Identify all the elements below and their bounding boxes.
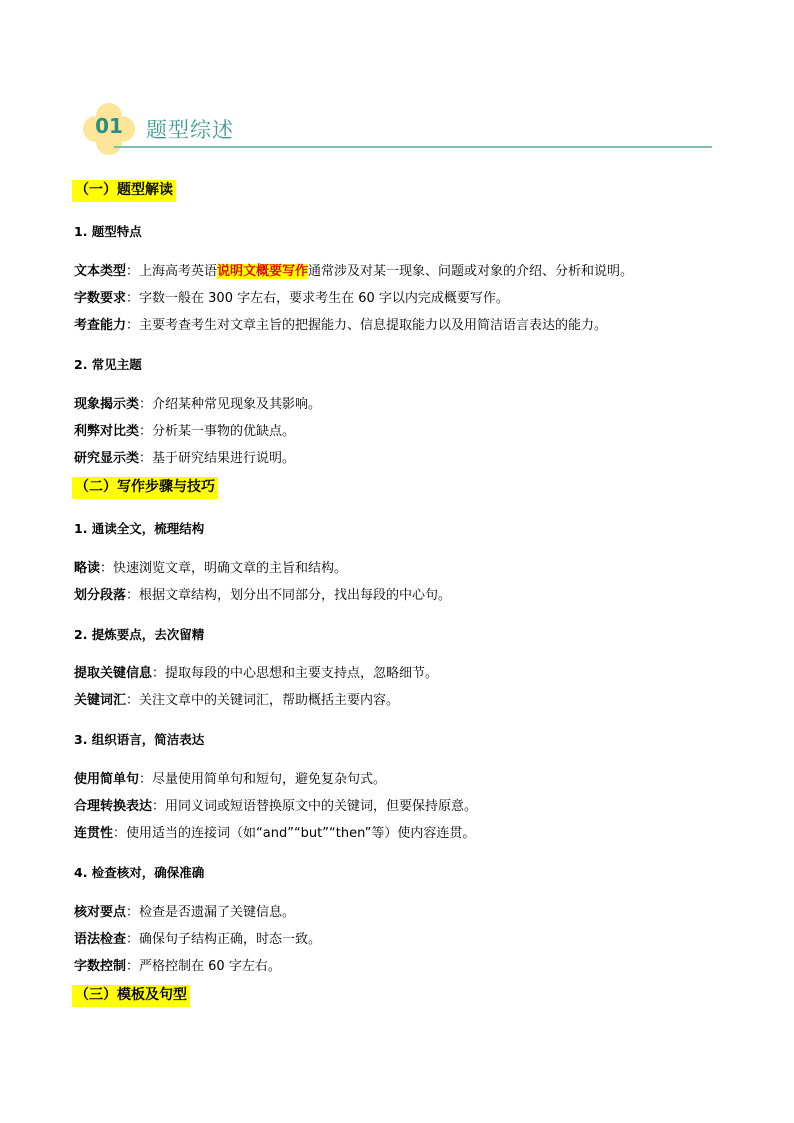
text-line xyxy=(74,263,633,281)
line-key: 连贯性 xyxy=(74,826,114,841)
line-key: 略读 xyxy=(74,561,101,576)
text-line xyxy=(74,825,475,843)
subsection-title: 2. 提炼要点，去次留精 xyxy=(74,627,205,642)
line-text: ：确保句子结构正确，时态一致。 xyxy=(126,932,322,947)
text-line xyxy=(74,587,451,605)
text-line xyxy=(74,450,295,468)
line-text: ：严格控制在 60 字左右。 xyxy=(126,959,281,974)
line-text: ：上海高考英语 xyxy=(126,264,218,279)
line-text: ：字数一般在 300 字左右，要求考生在 60 字以内完成概要写作。 xyxy=(126,291,509,306)
line-text: ：基于研究结果进行说明。 xyxy=(139,451,296,466)
section-title-1: （一）题型解读 xyxy=(72,180,176,202)
section-title-2: （二）写作步骤与技巧 xyxy=(72,477,218,499)
line-key: 提取关键信息 xyxy=(74,666,153,681)
line-key: 合理转换表达 xyxy=(74,799,153,814)
line-key: 利弊对比类 xyxy=(74,424,140,439)
line-key: 研究显示类 xyxy=(74,451,140,466)
text-line xyxy=(74,290,509,308)
subsection-title: 2. 常见主题 xyxy=(74,357,142,372)
line-key: 核对要点 xyxy=(74,905,127,920)
subsection-title: 3. 组织语言，简洁表达 xyxy=(74,732,205,747)
text-line xyxy=(74,798,477,816)
line-text: 通常涉及对某一现象、问题或对象的介绍、分析和说明。 xyxy=(308,264,634,279)
subsection-title: 1. 题型特点 xyxy=(74,224,142,239)
line-text: ：主要考查考生对文章主旨的把握能力、信息提取能力以及用简洁语言表达的能力。 xyxy=(126,318,608,333)
text-line xyxy=(74,931,321,949)
section-heading: 题型综述 xyxy=(146,118,234,142)
line-text: ：关注文章中的关键词汇，帮助概括主要内容。 xyxy=(126,693,400,708)
line-key: 考查能力 xyxy=(74,318,127,333)
text-line xyxy=(74,904,295,922)
line-text: ：使用适当的连接词（如“and”“but”“then”等）使内容连贯。 xyxy=(113,826,476,841)
text-line xyxy=(74,771,386,789)
text-line xyxy=(74,692,399,710)
line-key: 字数要求 xyxy=(74,291,127,306)
line-text: ：根据文章结构，划分出不同部分，找出每段的中心句。 xyxy=(126,588,452,603)
line-key: 现象揭示类 xyxy=(74,397,140,412)
header-divider xyxy=(114,146,712,148)
line-text: ：用同义词或短语替换原文中的关键词，但要保持原意。 xyxy=(152,799,478,814)
line-key: 字数控制 xyxy=(74,959,127,974)
line-key: 划分段落 xyxy=(74,588,127,603)
subsection-title: 1. 通读全文，梳理结构 xyxy=(74,521,205,536)
line-key: 关键词汇 xyxy=(74,693,127,708)
line-key: 使用简单句 xyxy=(74,772,140,787)
line-text: ：尽量使用简单句和短句，避免复杂句式。 xyxy=(139,772,387,787)
text-line xyxy=(74,317,607,335)
line-text: ：检查是否遗漏了关键信息。 xyxy=(126,905,296,920)
text-line xyxy=(74,396,321,414)
line-text: ：介绍某种常见现象及其影响。 xyxy=(139,397,322,412)
section-number: 01 xyxy=(95,114,123,138)
section-title-3: （三）模板及句型 xyxy=(72,985,190,1007)
subsection-title: 4. 检查核对，确保准确 xyxy=(74,865,205,880)
text-line xyxy=(74,958,281,976)
line-key: 语法检查 xyxy=(74,932,127,947)
highlighted-text: 说明文概要写作 xyxy=(217,264,309,279)
line-text: ：提取每段的中心思想和主要支持点，忽略细节。 xyxy=(152,666,439,681)
section-header xyxy=(78,98,712,158)
text-line xyxy=(74,423,295,441)
line-text: ：快速浏览文章，明确文章的主旨和结构。 xyxy=(100,561,348,576)
text-line xyxy=(74,560,347,578)
line-text: ：分析某一事物的优缺点。 xyxy=(139,424,296,439)
line-key: 文本类型 xyxy=(74,264,127,279)
text-line xyxy=(74,665,438,683)
